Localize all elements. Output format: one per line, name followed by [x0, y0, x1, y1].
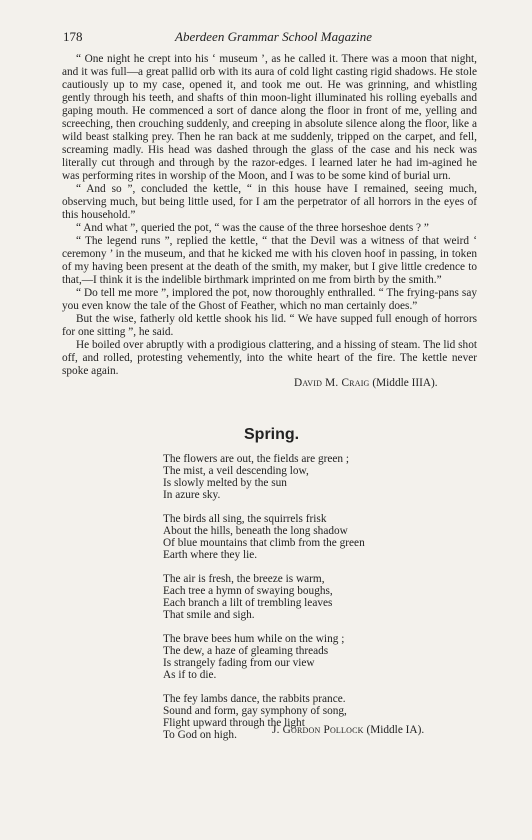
poem-line: About the hills, beneath the long shadow — [163, 525, 348, 537]
poem-line: To God on high. — [163, 729, 237, 741]
poem-line: The flowers are out, the fields are green ; — [163, 453, 350, 465]
poem-stanza — [163, 633, 463, 681]
running-header — [63, 29, 463, 49]
poem-line: Sound and form, gay symphony of song, — [163, 705, 347, 717]
poem-line: The air is fresh, the breeze is warm, — [163, 573, 325, 585]
poem-line: The brave bees hum while on the wing ; — [163, 633, 345, 645]
poem-line: Each branch a lilt of trembling leaves — [163, 597, 333, 609]
poem-stanza — [163, 453, 463, 501]
poem-title: Spring. — [244, 426, 300, 443]
story-byline — [294, 377, 438, 389]
story-author: David M. Craig — [294, 377, 370, 389]
page-number: 178 — [63, 29, 83, 44]
poem-author-class: (Middle IA). — [366, 724, 425, 736]
story-paragraph: “ And what ”, queried the pot, “ was the cause of the three horseshoe dents ? ” — [76, 222, 429, 234]
story-paragraph: “ And so ”, concluded the kettle, “ in this house have I remained, seeing much, observing much, but being little used, for I am the perpetrator of all horrors in the eyes of this household.” — [62, 183, 477, 221]
poem-author: J. Gordon Pollock — [272, 724, 364, 736]
poem-line: Of blue mountains that climb from the green — [163, 537, 365, 549]
story-text — [62, 53, 477, 378]
poem-line: Is slowly melted by the sun — [163, 477, 287, 489]
poem-line: The dew, a haze of gleaming threads — [163, 645, 329, 657]
journal-title: Aberdeen Grammar School Magazine — [175, 29, 373, 44]
poem-stanza — [163, 573, 463, 621]
story-paragraph: He boiled over abruptly with a prodigious clattering, and a hissing of steam. The lid shot off, and rolled, protesting vehemently, into the white heart of the fire. The kettle never spoke again. — [62, 339, 477, 377]
story-paragraph: “ One night he crept into his ‘ museum ’, as he called it. There was a moon that night, and it was full—a great pallid orb with its aura of cold light casting rigid shadows. He stole cautiously up to my case, opened it, and took me out. He was grinning, and whistling gently through his teeth, and shafts of thin moon-light illuminated his rolling eyeballs and gaping mouth. He commenced a sort of dance along the floor in front of me, yelling and screeching, then crouching suddenly, and creeping in absolute silence along the floor, like a wild beast stalking prey. Then he ran back at me suddenly, tripped on the carpet, and fell, screaming madly. His head was dashed through the glass of the case and his neck was literally cut through and through by the razor-edges. I learned later he had im-agined he was performing rites in worship of the Moon, and I was to be some kind of burial urn. — [62, 53, 477, 182]
poem-line: Is strangely fading from our view — [163, 657, 315, 669]
poem-byline — [272, 724, 424, 736]
poem-line: Earth where they lie. — [163, 549, 258, 561]
story-author-class: (Middle IIIA). — [372, 377, 438, 389]
story-paragraph: “ The legend runs ”, replied the kettle, “ that the Devil was a witness of that weird ‘ ceremony ’ in the museum, and that he kicked me with his cloven hoof in passing, in token of my having been present at the death of the smith, my maker, but I give little credence to that,—I think it is the indelible birthmark imprinted on me from birth by the smith.” — [62, 235, 477, 286]
poem-line: Flight upward through the light — [163, 717, 305, 729]
poem-line: In azure sky. — [163, 489, 221, 501]
poem-line: Each tree a hymn of swaying boughs, — [163, 585, 333, 597]
poem-line: The mist, a veil descending low, — [163, 465, 309, 477]
story-paragraph: But the wise, fatherly old kettle shook his lid. “ We have supped full enough of horrors for one sitting ”, he said. — [62, 313, 477, 338]
poem-stanza — [163, 513, 463, 561]
poem-line: That smile and sigh. — [163, 609, 255, 621]
poem-line: As if to die. — [163, 669, 217, 681]
poem-line: The fey lambs dance, the rabbits prance. — [163, 693, 346, 705]
story-paragraph: “ Do tell me more ”, implored the pot, now thoroughly enthralled. “ The frying-pans say you even know the tale of the Ghost of Feather, which no man certainly does.” — [62, 287, 477, 312]
poem-line: The birds all sing, the squirrels frisk — [163, 513, 327, 525]
poem-body — [163, 453, 463, 753]
